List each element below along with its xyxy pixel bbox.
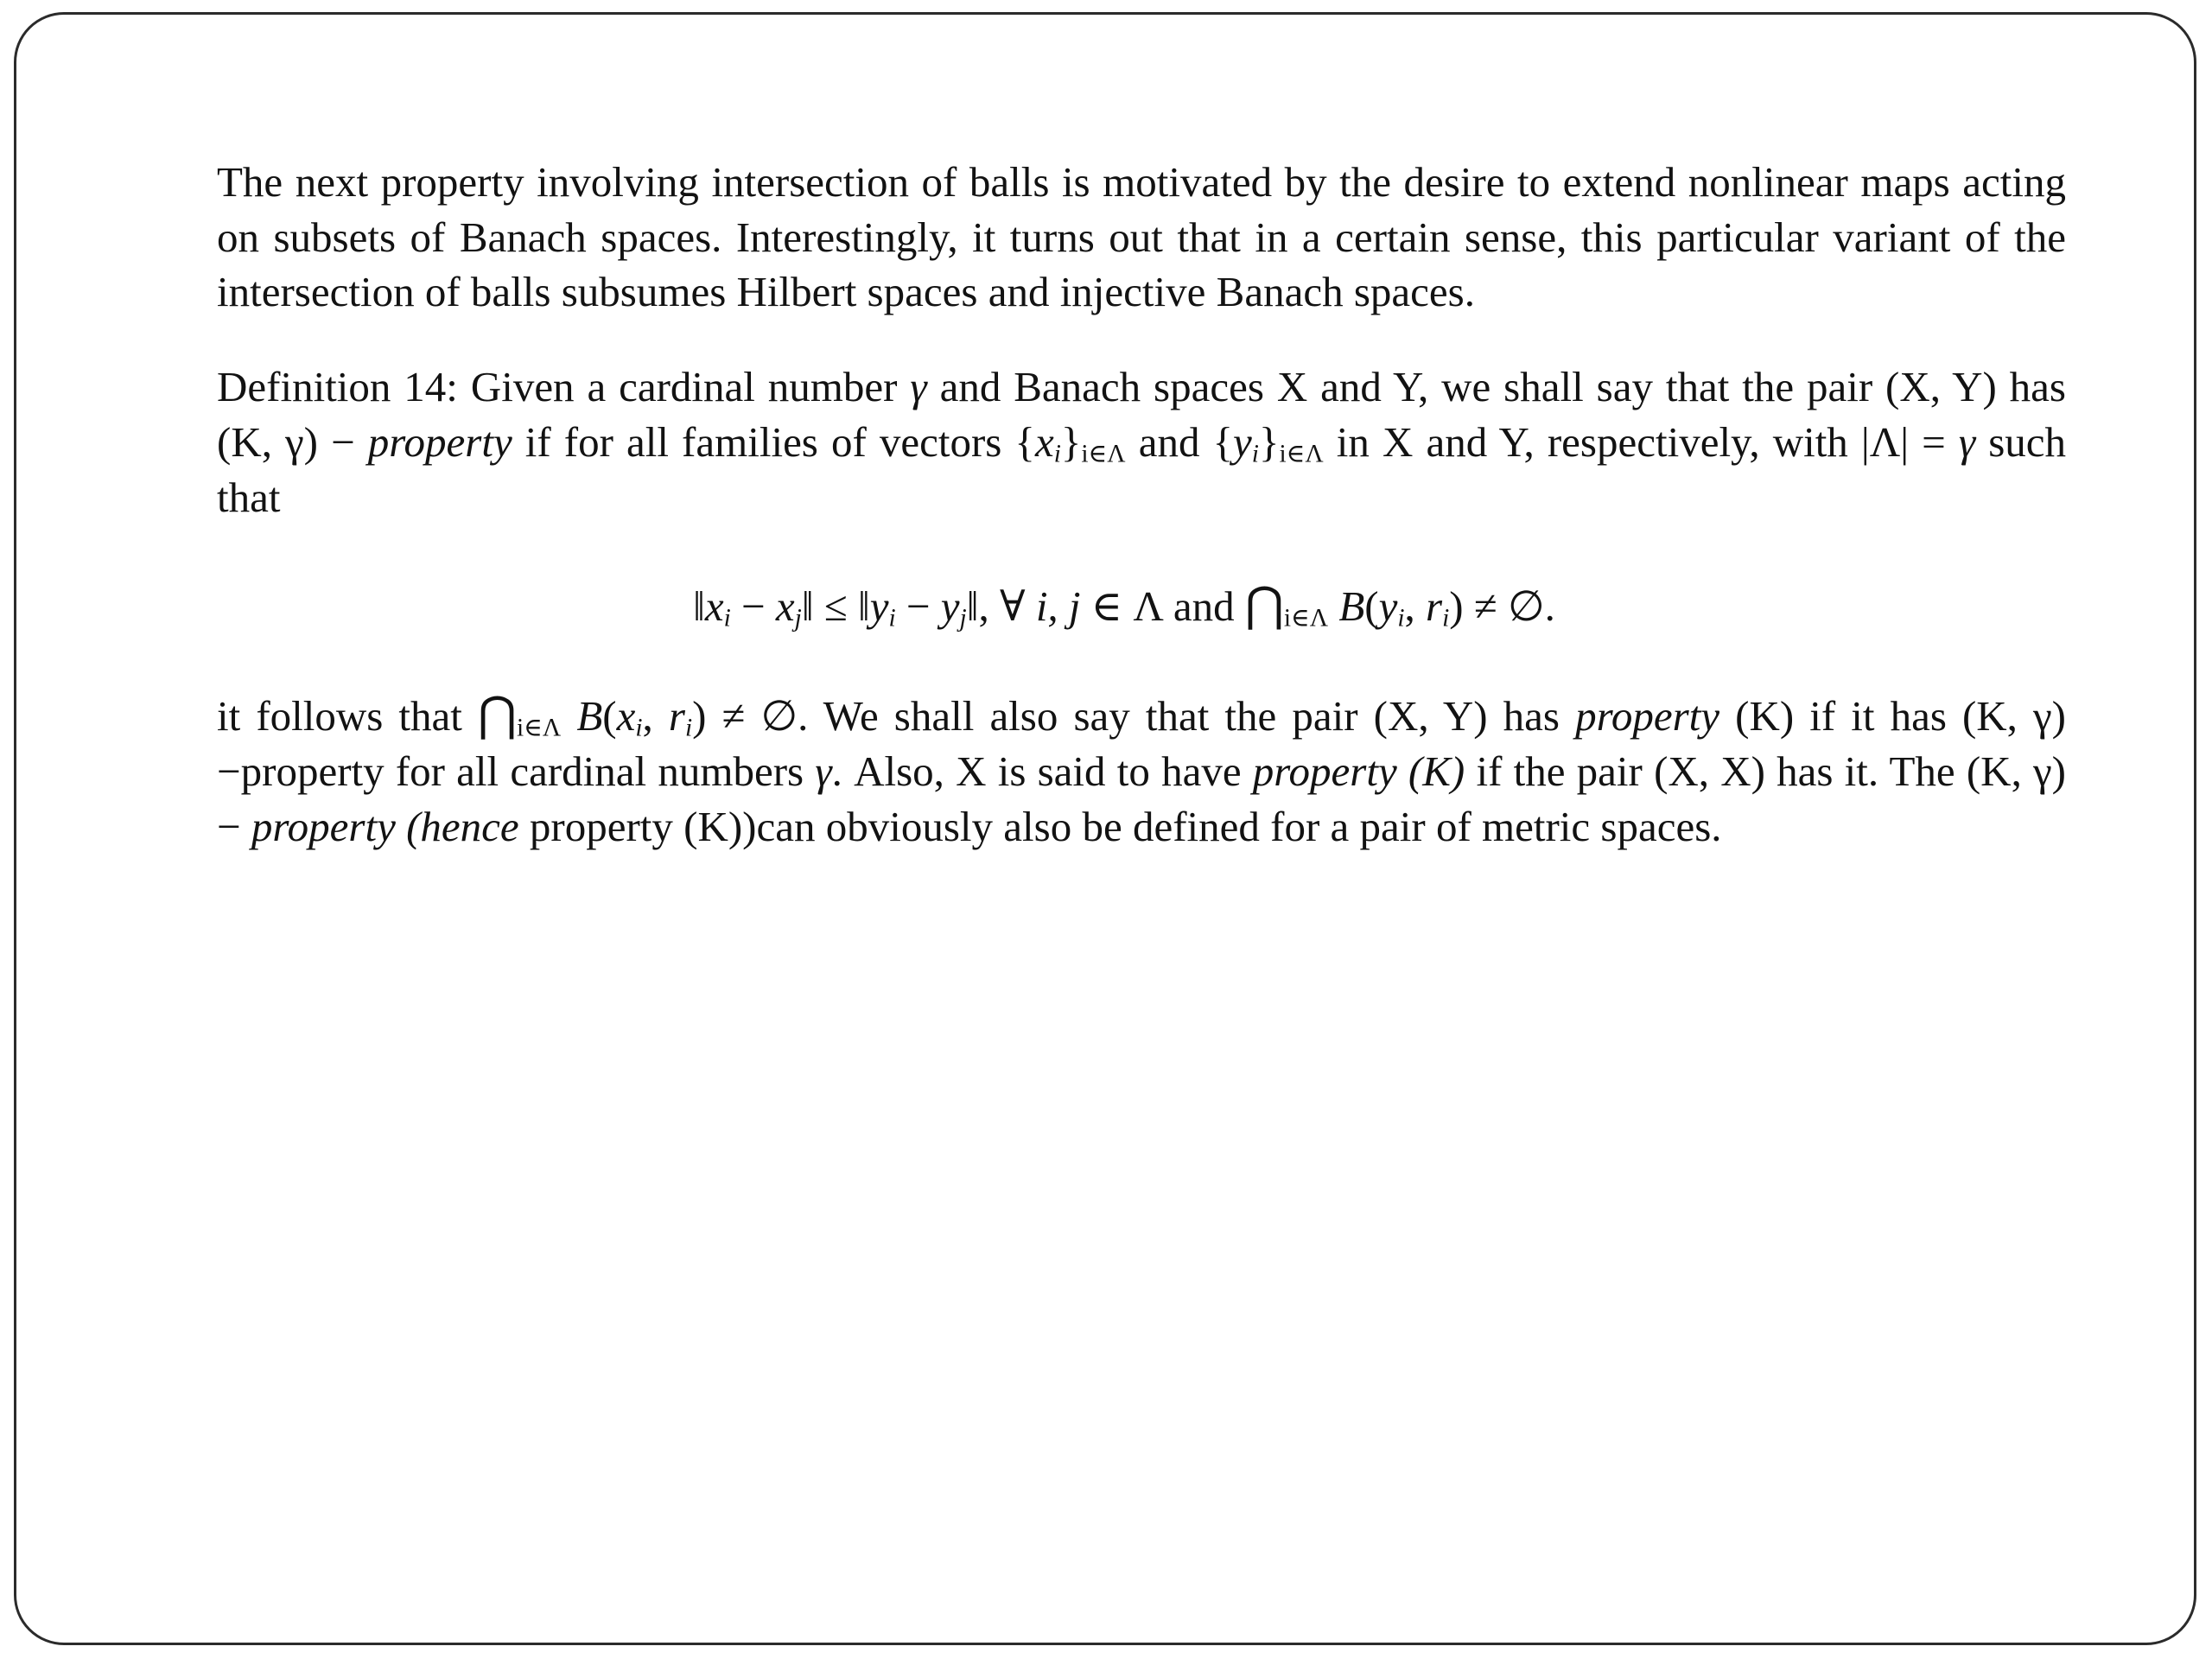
slide-content [217, 155, 2066, 894]
equation: $‖x_i$ − $x_j‖$ ≤ $‖y_i$ − $y_j‖$, ∀ i, j ∈ Λ and $⋂_{i\in\Lambda}$ $B(y_i$, $r_i$) ≠ ∅. [693, 578, 1555, 632]
definition-paragraph: Definition 14: Given a cardinal number γ and Banach spaces X and Y, we shall say that the pair (X, Y) has (K, γ) − property if for all families of vectors $\{x_i\}_{i\in\Lambda}$ and $\{y_i\}_{i\in\Lambda}$ in X and Y, respectively, with |Λ| = γ such that [217, 363, 2067, 522]
conclusion-paragraph: it follows that $⋂_{i\in\Lambda}$ $B(x_i$, $r_i$) ≠ ∅. We shall also say that the pair (X, Y) has property (K) if it has (K, γ) −property for all cardinal numbers γ. Also, X is said to have property (K) if the pair (X, X) has it. The (K, γ) − property (hence property (K))can obviously also be defined for a pair of metric spaces. [217, 687, 2067, 851]
slide [14, 12, 2196, 1645]
intro-paragraph: The next property involving intersection of balls is motivated by the desire to extend nonlinear maps acting on subsets of Banach spaces. Interestingly, it turns out that in a certain sense, this particular variant of the intersection of balls subsumes Hilbert spaces and injective Banach spaces. [217, 158, 2066, 316]
